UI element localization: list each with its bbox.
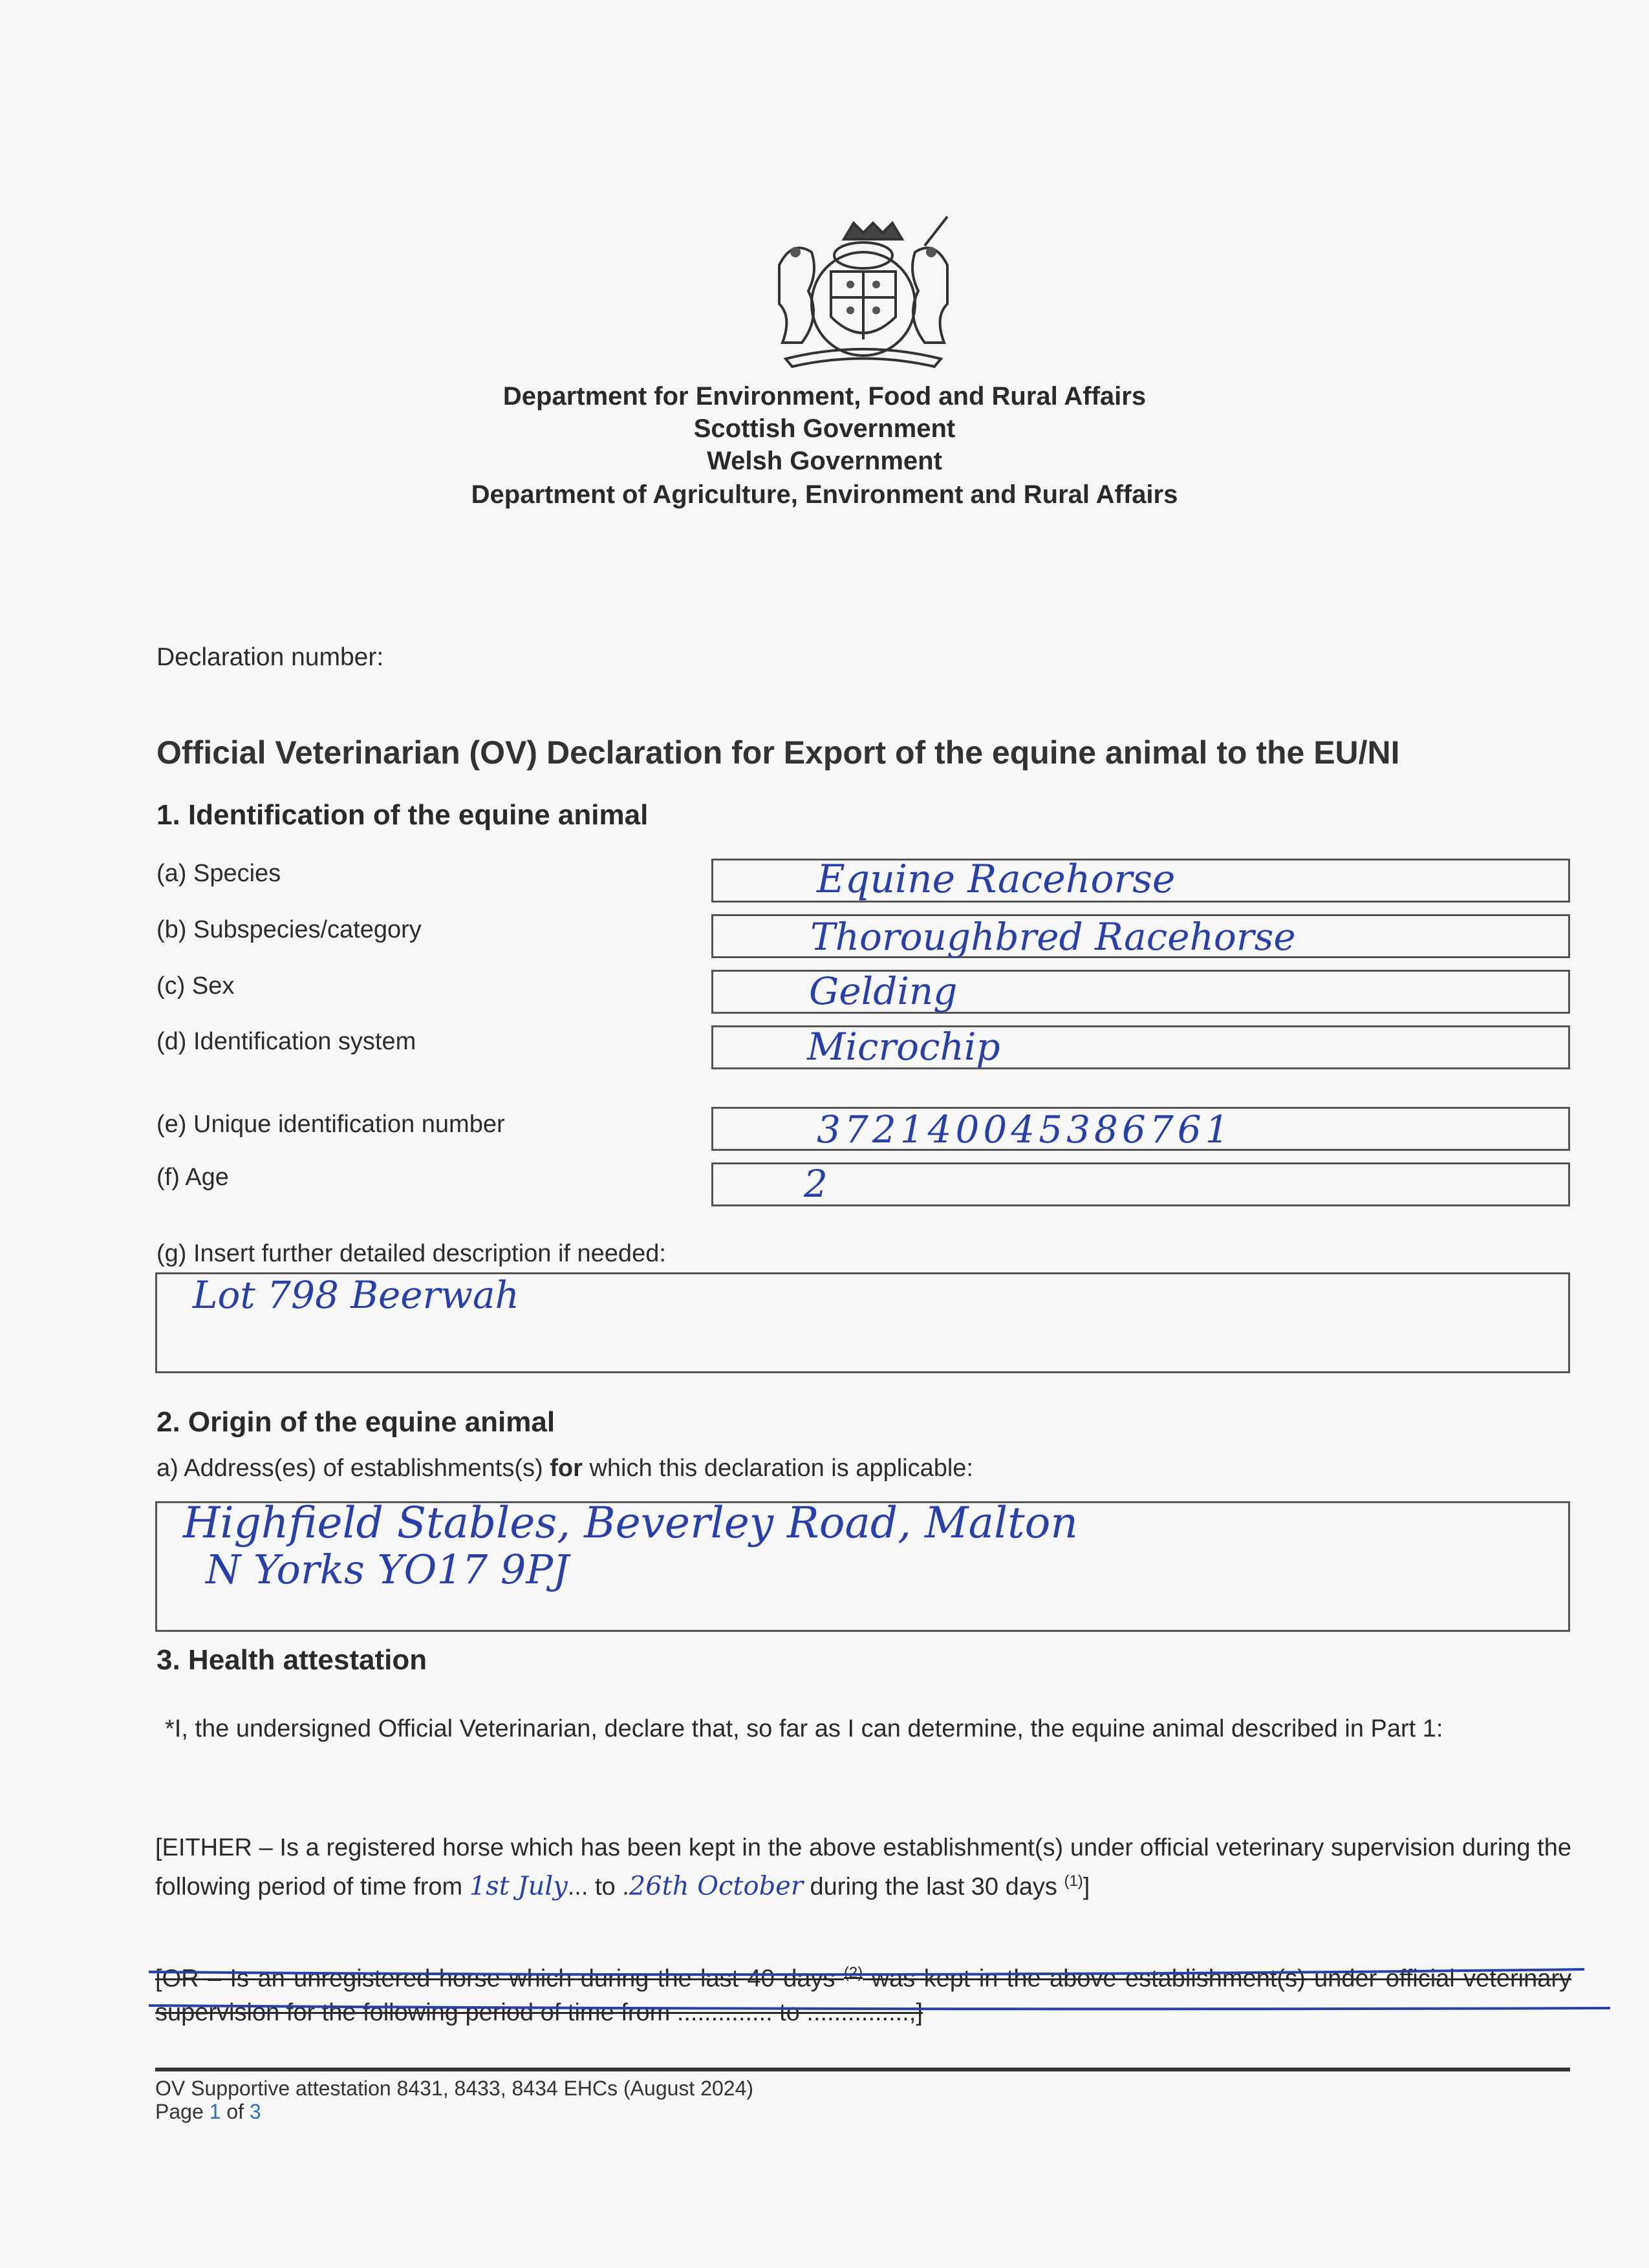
sex-field[interactable] — [711, 970, 1570, 1014]
address-label: a) Address(es) of establishments(s) for which this declaration is applicable: — [156, 1455, 973, 1482]
further-description-label: (g) Insert further detailed description if needed: — [156, 1240, 666, 1267]
age-value: 2 — [804, 1162, 828, 1206]
department-name: Scottish Government — [693, 414, 956, 443]
sex-label: (c) Sex — [156, 972, 235, 1000]
either-to-date: 26th October — [629, 1871, 803, 1901]
footer-attestation: OV Supportive attestation 8431, 8433, 8434 EHCs (August 2024) — [155, 2077, 754, 2100]
id-system-field[interactable] — [711, 1025, 1570, 1069]
unique-id-label: (e) Unique identification number — [156, 1111, 505, 1138]
species-value: Equine Racehorse — [817, 857, 1176, 902]
declaration-number-label: Declaration number: — [156, 643, 384, 671]
age-label: (f) Age — [156, 1164, 229, 1191]
further-description-value: Lot 798 Beerwah — [193, 1273, 519, 1317]
id-system-value: Microchip — [807, 1025, 1000, 1069]
unique-id-value: 372140045386761 — [817, 1107, 1233, 1151]
department-name: Welsh Government — [707, 447, 942, 475]
address-line-2: N Yorks YO17 9PJ — [206, 1546, 569, 1593]
further-description-field[interactable] — [155, 1272, 1570, 1373]
id-system-label: (d) Identification system — [156, 1028, 416, 1055]
department-name: Department for Environment, Food and Rural Affairs — [502, 382, 1147, 411]
species-field[interactable] — [711, 859, 1570, 903]
age-field[interactable] — [711, 1162, 1570, 1206]
subspecies-value: Thoroughbred Racehorse — [810, 915, 1296, 959]
either-from-date: 1st July — [469, 1871, 568, 1901]
footer-divider — [155, 2068, 1570, 2071]
unique-id-field[interactable] — [711, 1107, 1570, 1151]
department-name: Department of Agriculture, Environment and Rural Affairs — [471, 480, 1178, 509]
subspecies-field[interactable] — [711, 914, 1570, 958]
subspecies-label: (b) Subspecies/category — [156, 916, 422, 943]
pen-strike-lines — [142, 1952, 1617, 2024]
address-line-1: Highfield Stables, Beverley Road, Malton — [183, 1498, 1078, 1548]
or-clause: [OR – Is an unregistered horse which during the last 40 days $^{(2)}$ was kept in the above establishment(s) under official veterinary supervision for the following period of time from .............. to ...............;] — [155, 1964, 1571, 2026]
section2-heading: 2. Origin of the equine animal — [156, 1406, 555, 1438]
royal-crest-icon — [760, 213, 967, 369]
section3-heading: 3. Health attestation — [156, 1644, 427, 1676]
attestation-intro: *I, the undersigned Official Veterinarian, declare that, so far as I can determine, the equine animal described in Part 1: — [165, 1715, 1443, 1742]
species-label: (a) Species — [156, 860, 281, 887]
address-field[interactable] — [155, 1498, 1570, 1632]
section1-heading: 1. Identification of the equine animal — [156, 799, 649, 831]
page-number: Page 1 of 3 — [155, 2100, 261, 2123]
page-title: Official Veterinarian (OV) Declaration for Export of the equine animal to the EU/NI — [156, 734, 1400, 771]
either-clause: [EITHER – Is a registered horse which has been kept in the above establishment(s) under official veterinary supervision during the following period of time from 1st July... to .26th October during the last 30 days $^{(1)}$] — [155, 1834, 1571, 1901]
sex-value: Gelding — [809, 969, 958, 1013]
